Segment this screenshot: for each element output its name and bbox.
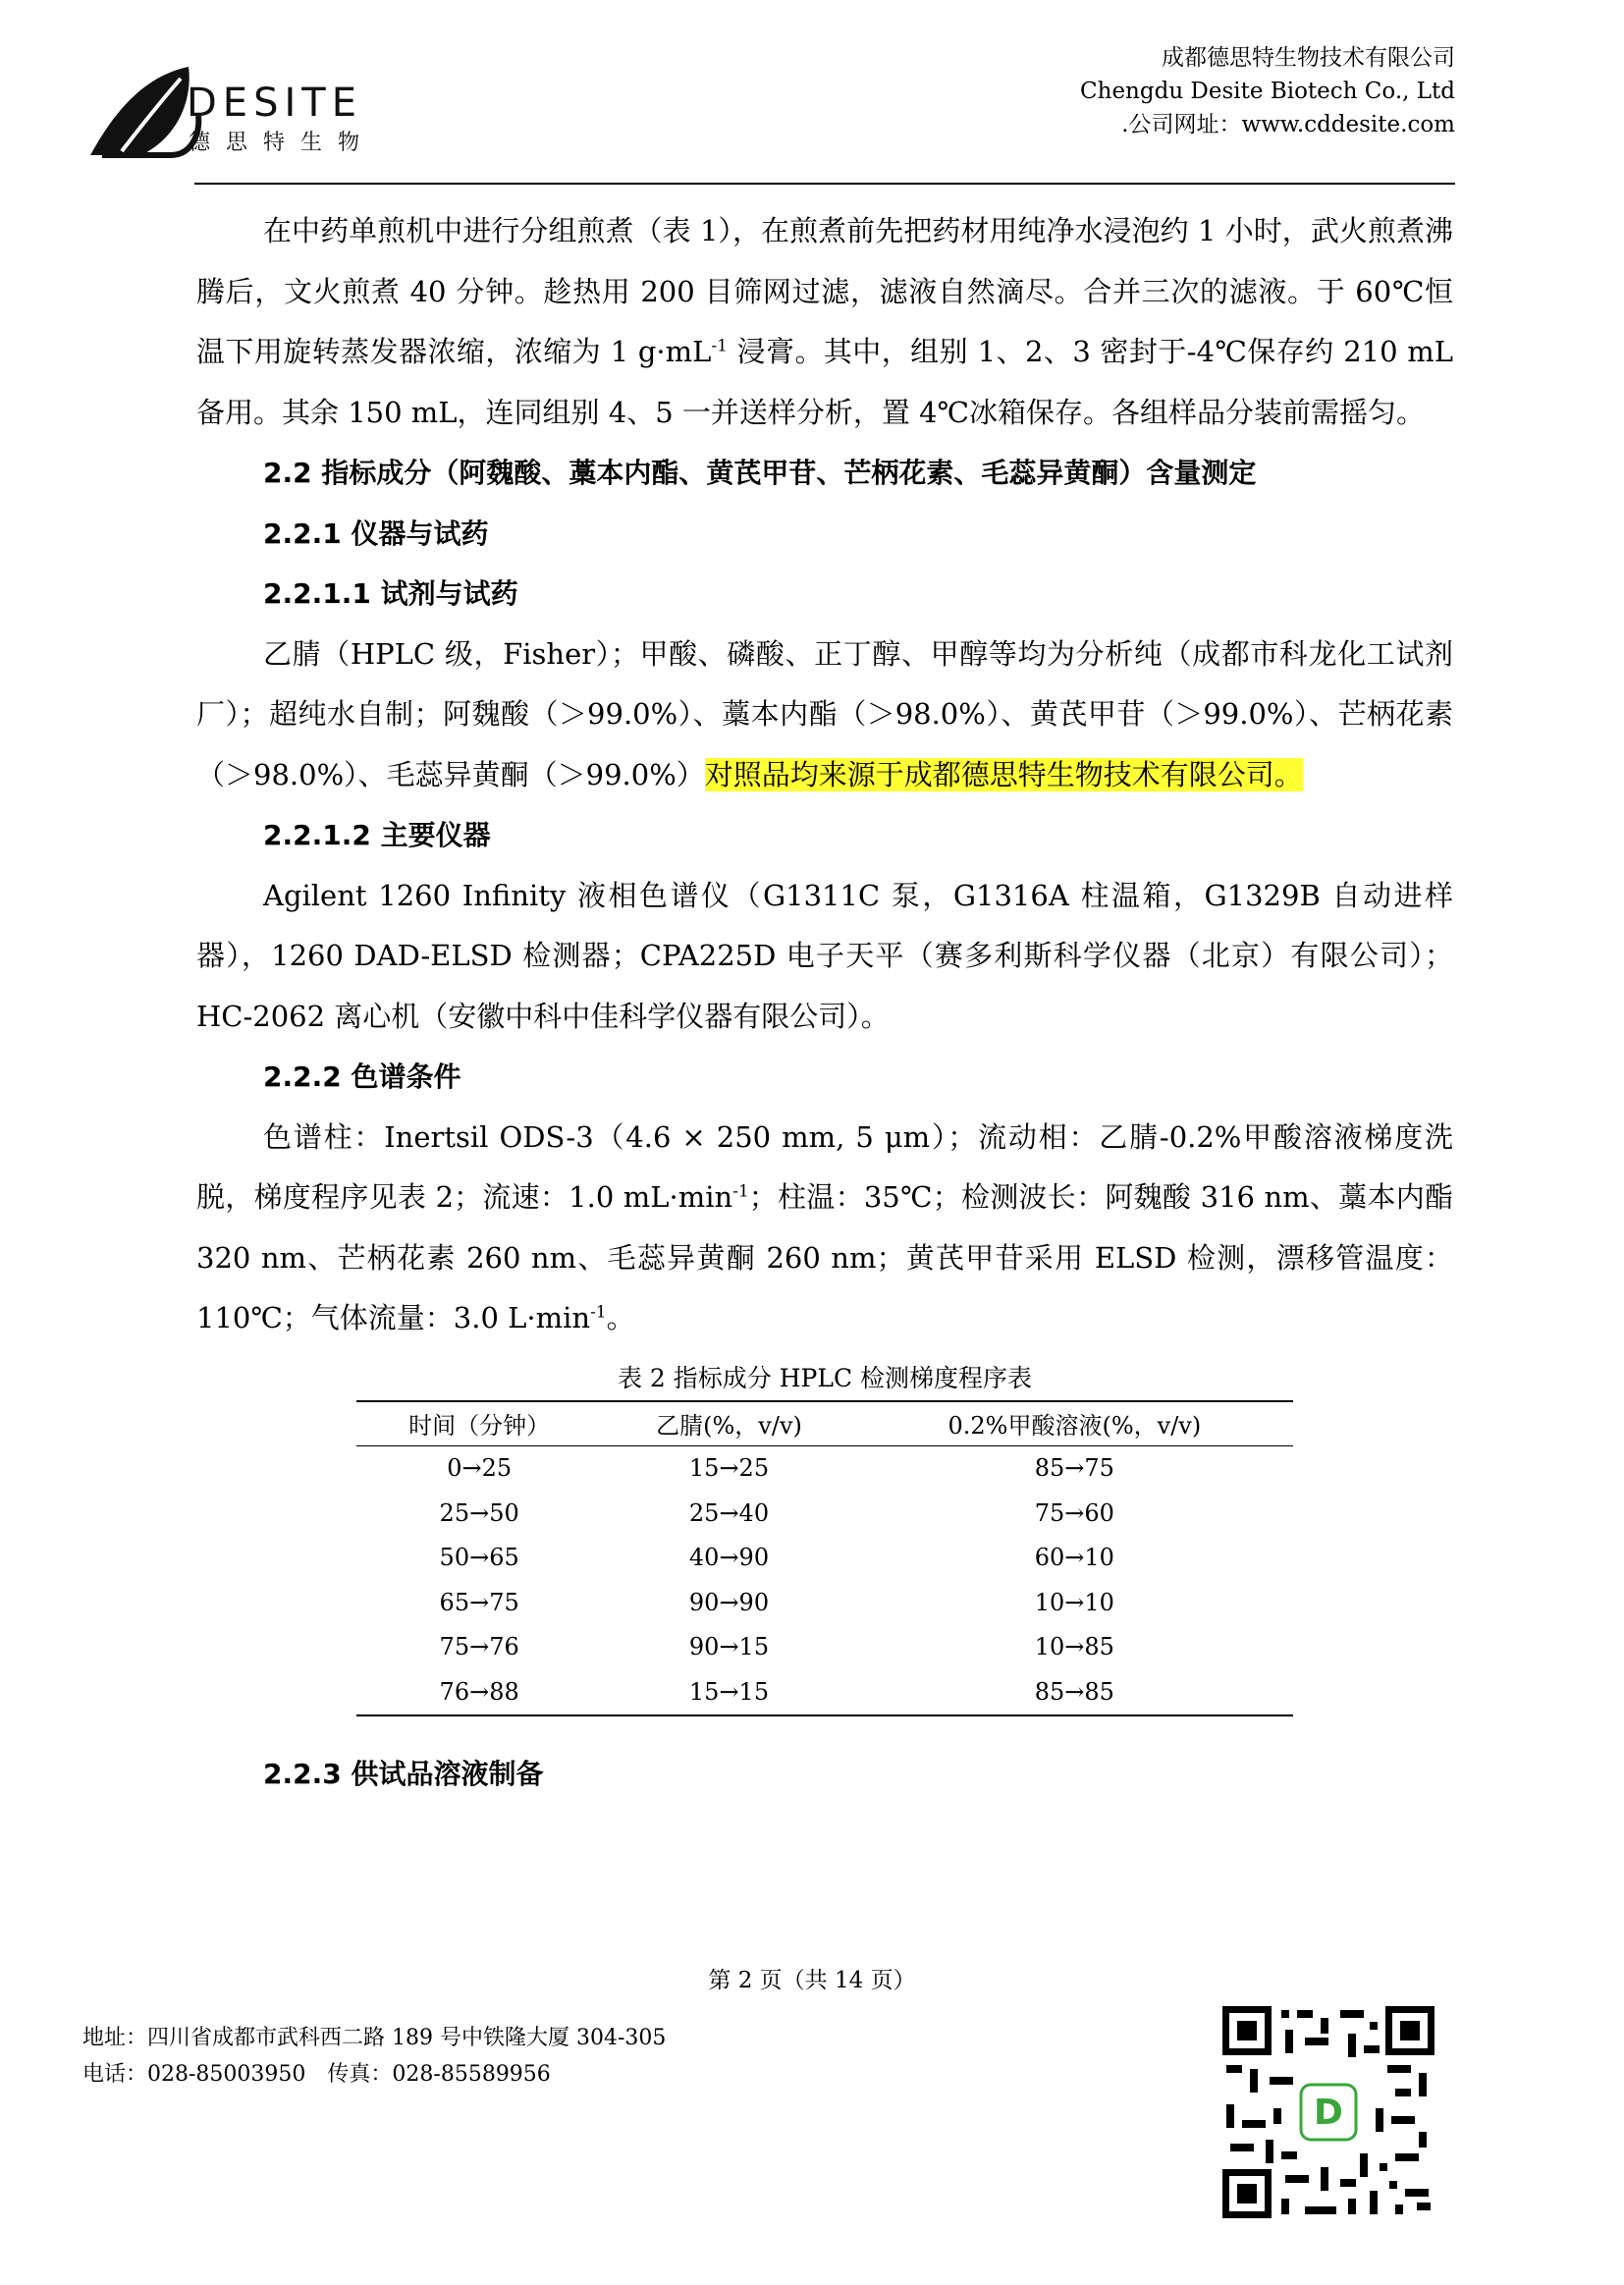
table-row	[356, 1491, 1293, 1536]
header-divider	[194, 183, 1455, 185]
para4-text-c: 。	[606, 1301, 635, 1334]
table-cell: 25→40	[688, 1498, 770, 1527]
paragraph-instruments: Agilent 1260 Infinity 液相色谱仪（G1311C 泵，G1316A 柱温箱，G1329B 自动进样器），1260 DAD-ELSD 检测器；CPA225D 电子天平（赛多利斯科学仪器（北京）有限公司）；HC-2062 离心机（安徽中科中佳科学仪器有限公司）。	[196, 878, 1453, 1033]
table-cell: 60→10	[1034, 1544, 1114, 1572]
table-row	[356, 1536, 1293, 1581]
table-cell: 15→25	[688, 1454, 770, 1483]
para4-text-a: 色谱柱：Inertsil ODS-3（4.6 × 250 mm, 5 μm）；流动相：乙腈-0.2%甲酸溶液梯度洗脱，梯度程序见表 2；流速：1.0 mL·min	[196, 1119, 1453, 1214]
heading-2-2-3: 2.2.3 供试品溶液制备	[263, 1757, 544, 1790]
footer-phone-fax: 电话：028-85003950 传真：028-85589956	[82, 2062, 551, 2087]
para1-sup: -1	[711, 336, 728, 356]
paragraph-conditions	[196, 1108, 1453, 1349]
table-cell: 85→75	[1034, 1454, 1114, 1483]
heading-2-2-1-1: 2.2.1.1 试剂与试药	[263, 577, 518, 610]
table-row	[356, 1580, 1293, 1625]
table-cell: 10→85	[1034, 1633, 1114, 1661]
qr-logo-letter: D	[1314, 2093, 1343, 2133]
table-cell: 75→60	[1034, 1498, 1114, 1527]
paragraph-reagents	[196, 625, 1453, 806]
para1-text-b: 浸膏。其中，组别 1、2、3 密封于-4℃保存约 210 mL 备用。其余 150 mL，连同组别 4、5 一并送样分析，置 4℃冰箱保存。各组样品分装前需摇匀。	[196, 335, 1453, 429]
table-caption: 表 2 指标成分 HPLC 检测梯度程序表	[617, 1363, 1033, 1392]
paragraph-decoction	[196, 201, 1453, 443]
table-row	[356, 1445, 1293, 1491]
table-cell: 50→65	[439, 1544, 519, 1572]
heading-2-2-2: 2.2.2 色谱条件	[263, 1061, 461, 1093]
table-row	[356, 1625, 1293, 1670]
table-cell: 15→15	[602, 1669, 855, 1715]
table-header-cell: 0.2%甲酸溶液(%，v/v)	[856, 1401, 1293, 1446]
footer-address: 地址：四川省成都市武科西二路 189 号中铁隆大厦 304-305	[82, 2026, 667, 2050]
table-cell: 85→85	[856, 1669, 1293, 1715]
heading-2-2-1: 2.2.1 仪器与试药	[263, 517, 489, 550]
document-body	[196, 201, 1453, 1804]
table-cell: 10→10	[1034, 1588, 1114, 1616]
footer-contact	[82, 2020, 666, 2093]
table-cell: 65→75	[439, 1588, 519, 1616]
logo-subtitle: 德思特生物	[189, 131, 376, 155]
table-header-row	[356, 1401, 1293, 1446]
table-header-cell: 乙腈(%，v/v)	[602, 1401, 855, 1446]
table-cell: 90→15	[688, 1633, 770, 1661]
table-cell: 76→88	[356, 1669, 602, 1715]
page-number: 第 2 页（共 14 页）	[708, 1968, 916, 1993]
table-cell: 75→76	[439, 1633, 519, 1661]
table-cell: 40→90	[688, 1544, 770, 1572]
para4-sup-1: -1	[732, 1181, 749, 1202]
company-info	[1080, 41, 1455, 141]
table-row	[356, 1669, 1293, 1715]
table-cell: 90→90	[688, 1588, 770, 1616]
para4-sup-2: -1	[590, 1302, 607, 1323]
table-header-cell: 时间（分钟）	[356, 1401, 602, 1446]
heading-2-2-1-2: 2.2.1.2 主要仪器	[263, 819, 491, 851]
para2-text: 乙腈（HPLC 级，Fisher）；甲酸、磷酸、正丁醇、甲醇等均为分析纯（成都市科龙化工试剂厂）；超纯水自制；阿魏酸（＞99.0%）、藁本内酯（＞98.0%）、黄芪甲苷（＞99.0%）、芒柄花素（＞98.0%）、毛蕊异黄酮（＞99.0%）	[196, 636, 1453, 791]
heading-2-2: 2.2 指标成分（阿魏酸、藁本内酯、黄芪甲苷、芒柄花素、毛蕊异黄酮）含量测定	[263, 457, 1257, 489]
para1-text-a: 在中药单煎机中进行分组煎煮（表 1），在煎煮前先把药材用纯净水浸泡约 1 小时，武火煎煮沸腾后，文火煎煮 40 分钟。趁热用 200 目筛网过滤，滤液自然滴尽。合并三次的滤液。于 60℃恒温下用旋转蒸发器浓缩，浓缩为 1 g·mL	[196, 214, 1453, 368]
table-cell: 0→25	[447, 1454, 513, 1483]
qr-code-icon	[1222, 2006, 1435, 2218]
company-name-en: Chengdu Desite Biotech Co., Ltd	[1080, 79, 1455, 104]
company-website: .公司网址：www.cddesite.com	[1121, 112, 1455, 137]
table-cell: 25→50	[439, 1498, 519, 1527]
gradient-table	[356, 1400, 1293, 1716]
company-name-cn: 成都德思特生物技术有限公司	[1162, 45, 1455, 71]
para4-text-b: ；柱温：35℃；检测波长：阿魏酸 316 nm、藁本内酯 320 nm、芒柄花素 260 nm、毛蕊异黄酮 260 nm；黄芪甲苷采用 ELSD 检测，漂移管温度：110℃；气体流量：3.0 L·min	[196, 1180, 1453, 1334]
highlighted-text: 对照品均来源于成都德思特生物技术有限公司。	[704, 757, 1303, 791]
logo-wordmark: DESITE	[187, 81, 362, 126]
